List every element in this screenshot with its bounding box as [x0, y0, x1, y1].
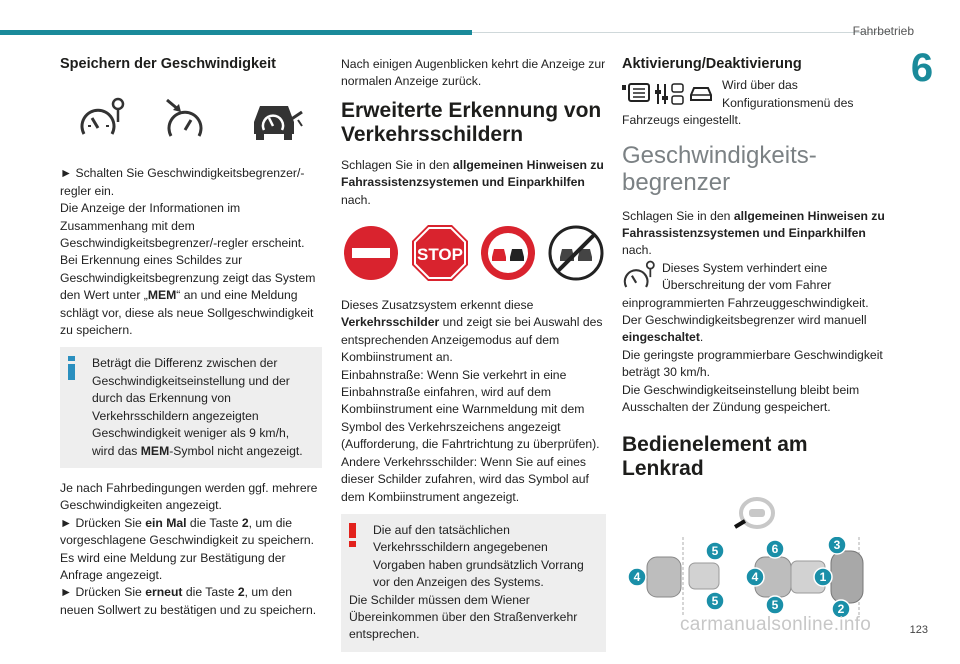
paragraph: Dieses System verhindert eine Überschreitung der vom Fahrer einprogrammierten Fahrzeuggeschwindigkeit.	[622, 260, 869, 310]
text-run: Dieses Zusatzsystem erkennt diese	[341, 298, 534, 313]
traffic-signs-row	[341, 217, 606, 289]
text-run: und zeigt sie bei Auswahl des entsprechenden Anzeigemodus auf dem Kombiinstrument an.	[341, 315, 603, 365]
text-run: ► Drücken Sie	[60, 585, 146, 600]
settings-sliders-icon	[654, 82, 684, 106]
text-run: nach.	[622, 243, 652, 258]
paragraph: Nach einigen Augenblicken kehrt die Anzeige zur normalen Anzeige zurück.	[341, 57, 606, 89]
paragraph: Die geringste programmierbare Geschwindigkeit beträgt 30 km/h.	[622, 347, 883, 380]
paragraph: Wird über das Konfigurationsmenü des Fahrzeugs eingestellt.	[622, 78, 854, 128]
paragraph	[622, 312, 887, 347]
text-run: Der Geschwindigkeitsbegrenzer wird manuell	[622, 313, 867, 328]
vehicle-icon	[688, 84, 714, 104]
callout-label: 4	[751, 569, 758, 584]
heading-speichern: Speichern der Geschwindigkeit	[60, 56, 276, 72]
callout-label: 4	[633, 569, 640, 584]
column-3	[622, 56, 887, 617]
text-run: die Taste	[182, 585, 238, 600]
paragraph: Je nach Fahrbedingungen werden ggf. mehrere Geschwindigkeiten angezeigt.	[60, 480, 318, 513]
stop-sign-icon	[411, 224, 469, 282]
speed-limiter-icon	[78, 96, 126, 144]
text-run: -Symbol nicht angezeigt.	[169, 443, 303, 458]
note-text	[68, 355, 314, 459]
warning-note	[341, 514, 606, 652]
paragraph	[60, 584, 322, 619]
heading-erkennung: Erweiterte Erkennung von Verkehrsschildern	[341, 98, 602, 146]
paragraph	[60, 515, 322, 550]
callout-label: 5	[711, 543, 718, 558]
callout-label: 3	[833, 537, 840, 552]
text-run: “ an und eine Meldung schlägt vor, diese als neue Sollgeschwindigkeit zu speichern.	[60, 288, 314, 338]
text-run: allgemeinen Hinweisen zu Fahrassistenzsystemen und Einparkhilfen	[622, 208, 885, 241]
section-title: Fahrbetrieb	[852, 24, 914, 38]
header-rule	[472, 32, 892, 33]
header-accent-bar	[0, 30, 472, 35]
note-text: Die auf den tatsächlichen Verkehrsschildern angegebenen Vorgaben haben grundsätzlich Vorrang vor den Anzeigen des Systems.	[373, 522, 584, 590]
text-run: erneut	[145, 585, 183, 600]
menu-screen-icon	[622, 83, 650, 105]
text-run: , um die vorgeschlagene Geschwindigkeit zu speichern.	[60, 515, 315, 548]
text-run: , um den neuen Sollwert zu bestätigen und zu speichern.	[60, 585, 317, 617]
traffic-sign-recognition-icon	[248, 96, 304, 144]
column-2	[341, 56, 606, 664]
no-entry-sign-icon	[343, 225, 399, 281]
text-run: die Taste	[186, 515, 242, 530]
steering-controls-diagram	[625, 537, 885, 617]
stop-sign-text: STOP	[416, 245, 463, 265]
text-run: Schlagen Sie in den	[341, 157, 453, 172]
chapter-number: 6	[910, 46, 934, 90]
text-run: allgemeinen Hinweisen zu Fahrassistenzsystemen und Einparkhilfen	[341, 157, 604, 190]
paragraph: ► Schalten Sie Geschwindigkeitsbegrenzer/-regler ein.	[60, 166, 305, 198]
heading-bedienelement: Bedienelement am Lenkrad	[622, 432, 808, 480]
text-run: 2	[237, 585, 245, 600]
callout-label: 6	[771, 541, 778, 556]
watermark: carmanualsonline.info	[680, 614, 872, 635]
text-run: Verkehrsschilder	[341, 315, 440, 330]
paragraph: Es wird eine Meldung zur Bestätigung der Anfrage angezeigt.	[60, 550, 286, 582]
mem-label: MEM	[147, 288, 177, 303]
text-run: ein Mal	[145, 515, 187, 530]
paragraph	[341, 297, 606, 367]
callout-label: 2	[837, 601, 844, 616]
text-run: Schlagen Sie in den	[622, 208, 734, 223]
config-icons	[622, 77, 714, 111]
speed-limiter-icon	[622, 260, 656, 290]
end-no-overtaking-sign-icon	[548, 225, 604, 281]
paragraph	[60, 252, 322, 339]
paragraph: Andere Verkehrsschilder: Wenn Sie auf eines dieser Schilder zufahren, wird das Symbol auf dem Kombiinstrument angezeigt.	[341, 454, 589, 504]
text-run: nach.	[341, 192, 371, 207]
note-text: Die Schilder müssen dem Wiener Übereinkommen über den Straßenverkehr entsprechen.	[349, 592, 578, 642]
callout-label: 5	[711, 593, 718, 608]
paragraph: Die Geschwindigkeitseinstellung bleibt beim Ausschalten der Zündung gespeichert.	[622, 382, 860, 415]
text-run: 2	[241, 515, 249, 530]
text-run: Bei Erkennung eines Schildes zur Geschwindigkeitsbegrenzung zeigt das System den Wert unter „	[60, 253, 316, 303]
paragraph: Die Anzeige der Informationen im Zusammenhang mit dem Geschwindigkeitsbegrenzer/-regler erscheint.	[60, 201, 305, 251]
column-1	[60, 56, 322, 619]
paragraph: Einbahnstraße: Wenn Sie verkehrt in eine Einbahnstraße einfahren, wird auf dem Kombiinstrument eine Warnmeldung mit dem Symbol des Verkehrszeichens angezeigt (Aufforderung, die Fahrtrichtung zu überprüfen).	[341, 367, 600, 452]
steering-wheel-icon	[731, 495, 779, 533]
speed-icons-row	[60, 85, 322, 155]
steering-controls-figure	[622, 537, 887, 617]
info-icon	[66, 356, 78, 380]
page-number: 123	[909, 624, 928, 636]
callout-label: 1	[819, 569, 826, 584]
warning-icon	[347, 523, 359, 547]
text-run: eingeschaltet	[622, 330, 700, 345]
text-run: ► Drücken Sie	[60, 515, 146, 530]
info-note	[60, 347, 322, 467]
text-run: .	[699, 330, 704, 345]
mem-label: MEM	[140, 443, 170, 458]
heading-begrenzer: Geschwindigkeits-begrenzer	[622, 141, 817, 196]
heading-aktivierung: Aktivierung/Deaktivierung	[622, 56, 802, 72]
paragraph	[622, 208, 887, 260]
callout-label: 5	[771, 597, 778, 612]
cruise-control-icon	[163, 96, 211, 144]
text-run: Beträgt die Differenz zwischen der Geschwindigkeitseinstellung und der durch das Erkennung von Verkehrsschildern angezeigten Geschwindigkeit weniger als 9 km/h, wird das	[92, 356, 290, 458]
steering-wheel-figure	[622, 495, 887, 533]
paragraph	[341, 157, 606, 209]
no-overtaking-sign-icon	[480, 225, 536, 281]
